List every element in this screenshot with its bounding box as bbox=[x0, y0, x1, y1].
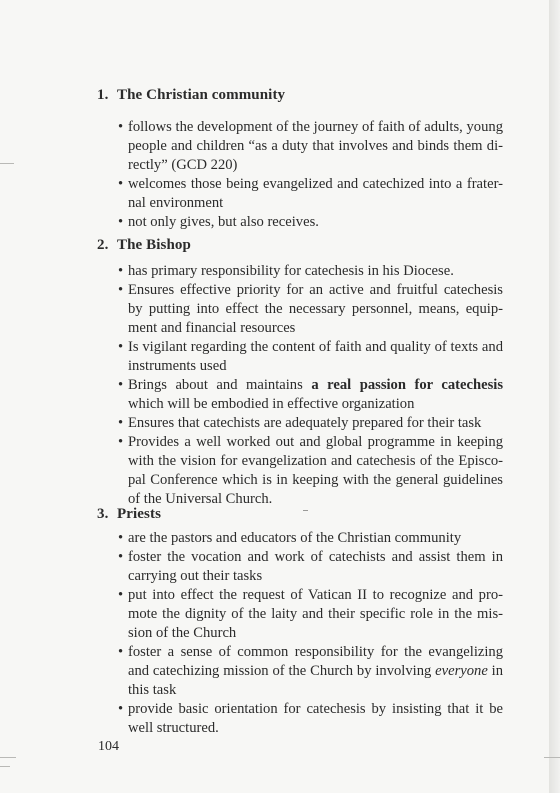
list-item: • put into effect the request of Vatican II to recognize and pro-mote the dignity of the laity and their specific role in the mis-sion of the Church bbox=[118, 586, 503, 643]
item-text: in this task bbox=[128, 663, 504, 698]
item-text: Brings about and maintains bbox=[128, 377, 312, 393]
list-item: • Is vigilant regarding the content of faith and quality of texts and instruments used bbox=[118, 338, 503, 376]
bullet-list-christian-community bbox=[118, 118, 503, 232]
emphasis-bold: a real passion for catechesis bbox=[311, 377, 503, 393]
section-title: The Christian community bbox=[117, 87, 286, 103]
list-item: • follows the development of the journey of faith of adults, young people and children “as a duty that involves and binds them di-rectly” (GCD 220) bbox=[118, 118, 503, 175]
emphasis-italic: everyone bbox=[435, 663, 488, 679]
page-number: 104 bbox=[98, 739, 119, 754]
list-item: • provide basic orientation for catechesis by insisting that it be well structured. bbox=[118, 700, 503, 738]
item-text: foster a sense of common responsibility for the evangelizing and catechizing mission of the Church by involving bbox=[128, 644, 503, 679]
crop-mark-bottom-left bbox=[0, 757, 16, 758]
crop-mark-left bbox=[0, 163, 14, 164]
list-item bbox=[118, 376, 503, 414]
section-number: 2. bbox=[97, 237, 109, 253]
list-item: • Provides a well worked out and global programme in keeping with the vision for evangelization and catechesis of the Episco-pal Conference which is in keeping with the general guidelines of the Universal Church. bbox=[118, 433, 503, 509]
section-heading-christian-community bbox=[97, 87, 285, 104]
item-text: which will be embodied in effective organization bbox=[128, 396, 415, 412]
section-title: The Bishop bbox=[117, 237, 191, 253]
section-title: Priests bbox=[117, 506, 162, 522]
section-number: 3. bbox=[97, 506, 109, 522]
section-number: 1. bbox=[97, 87, 109, 103]
list-item: • Ensures that catechists are adequately prepared for their task bbox=[118, 414, 503, 433]
bullet-list-bishop bbox=[118, 262, 503, 509]
list-item: • welcomes those being evangelized and catechized into a frater-nal environment bbox=[118, 175, 503, 213]
scan-speck bbox=[303, 510, 308, 511]
crop-mark-bottom-left-2 bbox=[0, 766, 10, 767]
crop-mark-bottom-right bbox=[544, 757, 560, 758]
section-heading-priests bbox=[97, 506, 161, 523]
list-item: • not only gives, but also receives. bbox=[118, 213, 503, 232]
list-item: • foster the vocation and work of catechists and assist them in carrying out their tasks bbox=[118, 548, 503, 586]
list-item bbox=[118, 643, 503, 700]
list-item: • has primary responsibility for catechesis in his Diocese. bbox=[118, 262, 503, 281]
list-item: • Ensures effective priority for an active and fruitful catechesis by putting into effect the necessary personnel, means, equip-ment and financial resources bbox=[118, 281, 503, 338]
scan-margin bbox=[549, 0, 560, 793]
bullet-list-priests bbox=[118, 529, 503, 738]
section-heading-bishop bbox=[97, 237, 191, 254]
list-item: • are the pastors and educators of the Christian community bbox=[118, 529, 503, 548]
